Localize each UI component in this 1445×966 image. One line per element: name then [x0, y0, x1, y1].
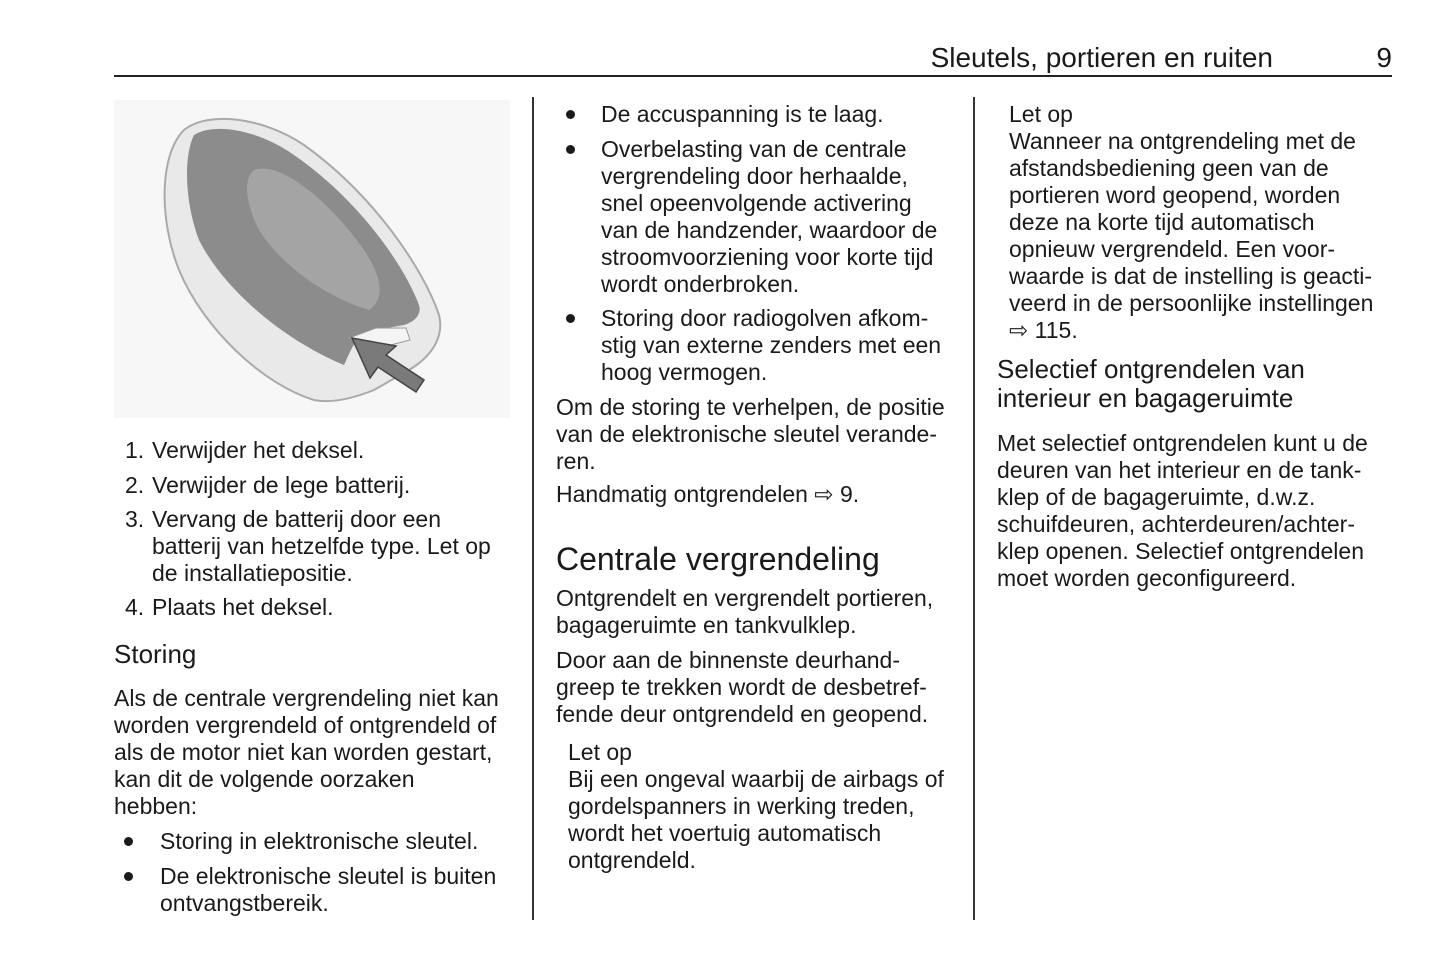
bullet-item	[601, 136, 937, 298]
text-line: vergrendeling door herhaalde,	[601, 163, 908, 189]
bullet-icon	[124, 837, 133, 846]
text-line: portieren word geopend, worden	[1009, 182, 1341, 208]
text-line: ontgrendeld.	[568, 847, 696, 873]
text-line: bagageruimte en tankvulklep.	[556, 612, 857, 638]
text-line: Overbelasting van de centrale	[601, 136, 907, 162]
text-line: Plaats het deksel.	[152, 594, 334, 620]
bullet-icon	[124, 872, 133, 881]
text-line: afstandsbediening geen van de	[1009, 155, 1329, 181]
text-line: gordelspanners in werking treden,	[568, 793, 915, 819]
text-line: interieur en bagageruimte	[997, 383, 1294, 413]
text-line: Door aan de binnenste deurhand-	[556, 647, 900, 673]
text-line: fende deur ontgrendeld en geopend.	[556, 701, 929, 727]
column-divider	[532, 97, 534, 920]
text-line: Let op	[568, 739, 632, 765]
text-line: Vervang de batterij door een	[152, 506, 441, 532]
text-line: batterij van hetzelfde type. Let op	[152, 533, 491, 559]
text-line: Ontgrendelt en vergrendelt portieren,	[556, 585, 934, 611]
text-line: wordt onderbroken.	[601, 271, 800, 297]
text-line: wordt het voertuig automatisch	[568, 820, 882, 846]
paragraph	[556, 394, 945, 475]
text-line: schuifdeuren, achterdeuren/achter-	[997, 511, 1355, 537]
section-heading-central-locking: Centrale vergrendeling	[556, 541, 880, 577]
text-line: stig van externe zenders met een	[601, 332, 942, 358]
key-fob-illustration	[114, 100, 510, 418]
text-line: van de elektronische sleutel verande-	[556, 421, 938, 447]
paragraph	[997, 430, 1368, 592]
text-line: De accuspanning is te laag.	[601, 101, 884, 127]
step-number: 1.	[125, 437, 145, 463]
text-line: moet worden geconfigureerd.	[997, 565, 1297, 591]
note-text	[568, 766, 944, 874]
text-line: veerd in de persoonlijke instellingen	[1009, 290, 1374, 316]
text-line: worden vergrendeld of ontgrendeld of	[114, 712, 497, 738]
text-line: ren.	[556, 448, 596, 474]
instruction-step	[152, 472, 410, 499]
page-number: 9	[1376, 42, 1392, 73]
column-divider	[973, 97, 975, 920]
text-line: Storing door radiogolven afkom-	[601, 305, 929, 331]
instruction-step	[152, 437, 364, 464]
text-line: Selectief ontgrendelen van	[997, 354, 1305, 384]
cross-reference	[556, 481, 859, 508]
paragraph	[556, 647, 928, 728]
text-line: deuren van het interieur en de tank-	[997, 457, 1362, 483]
running-header-title: Sleutels, portieren en ruiten	[930, 42, 1273, 73]
text-line: Met selectief ontgrendelen kunt u de	[997, 430, 1368, 456]
text-line: Wanneer na ontgrendeling met de	[1009, 128, 1356, 154]
text-line: Storing	[114, 639, 197, 669]
bullet-item	[160, 863, 496, 917]
text-line: waarde is dat de instelling is geacti-	[1009, 263, 1373, 289]
text-line: greep te trekken wordt de desbetref-	[556, 674, 927, 700]
bullet-item	[601, 101, 884, 128]
text-line: ontvangstbereik.	[160, 890, 329, 916]
text-line: ⇨ 115.	[1009, 317, 1078, 343]
section-heading-storing	[114, 640, 196, 669]
paragraph	[114, 685, 499, 820]
text-line: kan dit de volgende oorzaken	[114, 766, 415, 792]
text-line: Bij een ongeval waarbij de airbags of	[568, 766, 944, 792]
text-line: snel opeenvolgende activering	[601, 190, 912, 216]
step-number: 3.	[125, 506, 145, 532]
text-line: hebben:	[114, 793, 198, 819]
text-line: klep of de bagageruimte, d.w.z.	[997, 484, 1316, 510]
text-line: van de handzender, waardoor de	[601, 217, 938, 243]
text-line: stroomvoorziening voor korte tijd	[601, 244, 934, 270]
text-line: de installatiepositie.	[152, 560, 353, 586]
bullet-item	[601, 305, 941, 386]
section-heading-selective-unlocking	[997, 355, 1305, 413]
text-line: Handmatig ontgrendelen ⇨ 9.	[556, 481, 860, 507]
text-line: klep openen. Selectief ontgrendelen	[997, 538, 1365, 564]
bullet-icon	[566, 145, 575, 154]
instruction-step	[152, 594, 334, 621]
note-label	[1009, 101, 1073, 128]
text-line: hoog vermogen.	[601, 359, 768, 385]
note-label	[568, 739, 632, 766]
text-line: Als de centrale vergrendeling niet kan	[114, 685, 499, 711]
text-line: deze na korte tijd automatisch	[1009, 209, 1315, 235]
text-line: Verwijder het deksel.	[152, 437, 365, 463]
step-number: 4.	[125, 594, 145, 620]
paragraph	[556, 585, 933, 639]
text-line: opnieuw vergrendeld. Een voor-	[1009, 236, 1336, 262]
bullet-icon	[566, 314, 575, 323]
bullet-icon	[566, 110, 575, 119]
text-line: Let op	[1009, 101, 1073, 127]
text-line: als de motor niet kan worden gestart,	[114, 739, 493, 765]
instruction-step	[152, 506, 491, 587]
text-line: De elektronische sleutel is buiten	[160, 863, 497, 889]
text-line: Storing in elektronische sleutel.	[160, 828, 479, 854]
key-fob-icon	[114, 100, 510, 418]
bullet-item	[160, 828, 478, 855]
note-text	[1009, 128, 1373, 344]
text-line: Om de storing te verhelpen, de positie	[556, 394, 945, 420]
header-divider	[114, 75, 1392, 77]
text-line: Verwijder de lege batterij.	[152, 472, 411, 498]
step-number: 2.	[125, 472, 145, 498]
